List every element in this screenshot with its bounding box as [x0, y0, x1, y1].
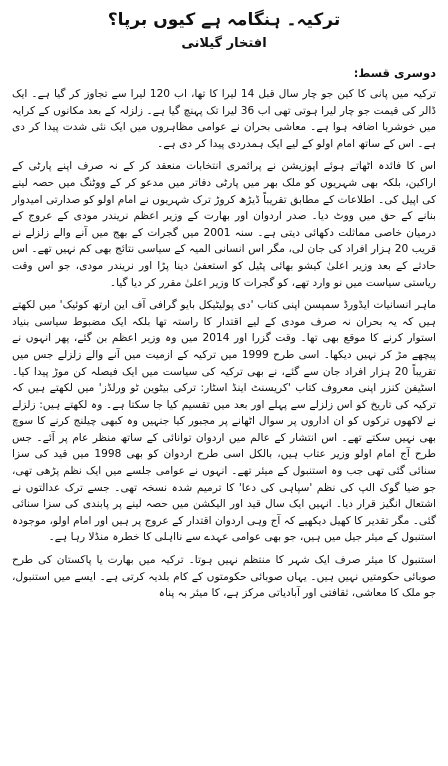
paragraph-1: ترکیہ میں پانی کا کین جو چار سال قبل 14 لیرا کا تھا، اب 120 لیرا سے تجاوز کر گیا ہے۔ ایک ڈالر کی قیمت جو چار لیرا ہوتی تھی اب 36 لیرا تک پہنچ گیا ہے۔ زلزلہ کے بعد مکانوں کے کرایہ میں خوشربا اضافہ ہوا ہے۔ معاشی بحران نے عوامی مظاہروں میں ایک نئی شدت پیدا کر دی ہے۔ اس کے ساتھ امام اولو کے لیے ایک ہمدردی پیدا کر دی ہے۔ [12, 88, 437, 150]
article-title: ترکیہ۔ ہنگامہ ہے کیوں برپا؟ [107, 10, 341, 30]
paragraph-4: استنبول کا میئر صرف ایک شہر کا منتظم نہیں ہوتا۔ ترکیہ میں بھارت یا پاکستان کی طرح صوبائی حکومتیں نہیں ہیں۔ یہاں صوبائی حکومتوں کے کام بلدیہ کرتی ہے۔ ایسے میں استنبول، جو ملک کا معاشی، ثقافتی اور آبادیاتی مرکز ہے، کا میئر بہ پناہ [12, 554, 436, 600]
article-body [12, 86, 436, 602]
paragraph-3: ماہر انسانیات ایڈورڈ سمپسن اپنی کتاب 'دی پولیٹیکل بایو گرافی آف این ارتھ کوئیک' میں لکھتے ہیں کہ یہ بحران نہ صرف مودی کے لیے اقتدار کا راستہ تھا بلکہ ایک مضبوط سیاسی بنیاد استوار کرنے کا موقع بھی تھا۔ وقت گزرا اور 2014 میں وہ وزیر اعظم بن گئے، پھر انہوں نے پیچھے مڑ کر نہیں دیکھا۔ اسی طرح 1999 میں ترکیہ کے ازمیت میں آنے والے زلزلے جس میں تقریباً 20 ہزار افراد جان سے گئے، نے بھی ترکیہ کی سیاست میں ایک فیصلہ کن موڑ پیدا کیا۔ اسٹیفن کنزر اپنی معروف کتاب 'کریسنٹ اینڈ اسٹار: ترکی بیٹوین ٹو ورلڈز' میں لکھتے ہیں کہ ترکیہ کی تاریخ کو اس زلزلے سے پہلے اور بعد میں تقسیم کیا جا سکتا ہے۔ وہ لکھتے ہیں: زلزلے نے لاکھوں ترکوں کو ان اداروں پر سوال اٹھانے پر مجبور کیا جنہیں وہ کبھی چیلنج کرنے کا سوچ بھی نہیں سکتے تھے۔ اس انتشار کے عالم میں اردوان توانائی کے ساتھ منظر عام پر آئے۔ جس طرح آج امام اولو وزیر عتاب ہیں، بالکل اسی طرح اردوان کو بھی 1998 میں قید کی سزا سنائی گئی تھی جب وہ استنبول کے میئر تھے۔ انہوں نے عوامی جلسے میں ایک نظم پڑھی تھی، جو ضیا گوک الپ کی نظم 'سپاہی کی دعا' کا ترمیم شدہ نسخہ تھی۔ جسے ترک عدالتوں نے اشتعال انگیز قرار دیا۔ انہیں ایک سال قید اور الیکشن میں حصہ لینے پر پابندی کی سزا سنائی گئی۔ مگر تقدیر کا کھیل دیکھیے کہ آج وہی اردوان اقتدار کے عروج پر ہیں اور امام اولو، موجودہ استنبول کے میئر جیل میں ہیں، جو بھی عوامی عہدے سے نااہلی کا خطرہ منڈلا رہا ہے۔ [12, 299, 437, 544]
part-label: دوسری قسط: [353, 66, 436, 80]
paragraph-2: اس کا فائدہ اٹھاتے ہوئے اپوزیشن نے پرائمری انتخابات منعقد کر کے نہ صرف اپنے پارٹی کے اراکین، بلکہ بھی شہریوں کو ملک بھر میں پارٹی دفاتر میں مدعو کر کے ووٹنگ میں حصہ لینے کی اپیل کی۔ اطلاعات کے مطابق تقریباً ڈیڑھ کروڑ ترک شہریوں نے امام اولو کو صدارتی امیدوار بنانے کے حق میں ووٹ دیا۔ صدر اردوان اور بھارت کے وزیر اعظم نریندر مودی کے عروج کے درمیان خاصی مماثلت دکھائی دیتی ہے۔ سنہ 2001 میں گجرات کے بھج میں آنے والے زلزلے نے قریب 20 ہزار افراد کی جان لی، مگر اس انسانی المیہ کے سیاسی نتائج بھی کم نہیں تھے۔ اس حادثے کے بعد وزیر اعلیٰ کیشو بھائی پٹیل کو استعفیٰ دینا پڑا اور نریندر مودی، جو اس وقت ریاستی سیاست میں نو وارد تھے، کو گجرات کا وزیر اعلیٰ مقرر کر دیا گیا۔ [12, 160, 436, 289]
article-header [12, 8, 436, 54]
author-name: افتخار گیلانی [181, 36, 267, 51]
